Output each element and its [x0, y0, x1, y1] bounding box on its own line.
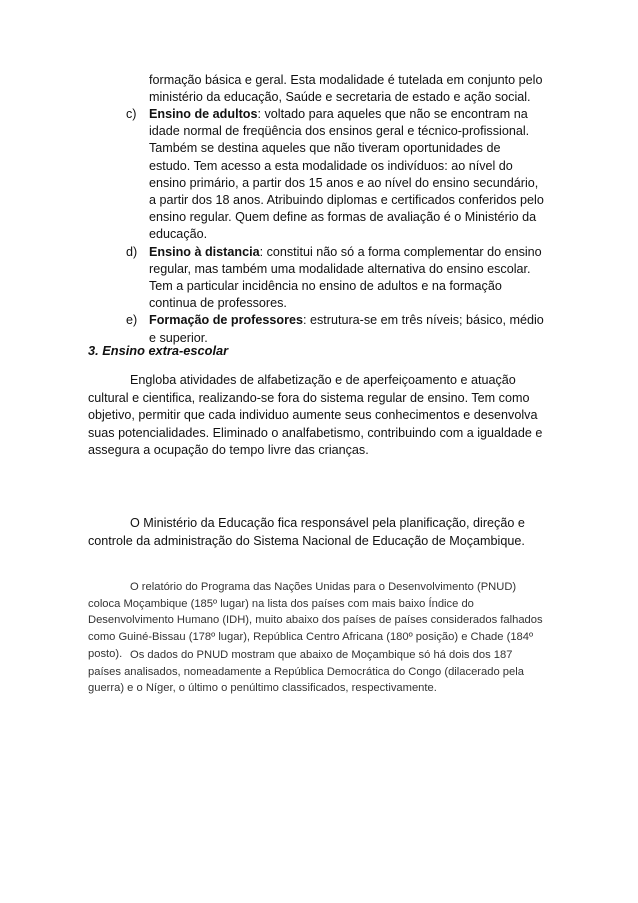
list-item-marker: d): [126, 244, 138, 259]
list-item-text: [149, 244, 544, 313]
pnud-data-paragraph: Os dados do PNUD mostram que abaixo de Moçambique só há dois dos 187 países analisados, nomeadamente a República Democrática do Congo (dilacerado pela guerra) e o Níger, o último o penúltimo classificados, respectivamente.: [88, 649, 524, 695]
pnud-report-paragraph: O relatório do Programa das Nações Unidas para o Desenvolvimento (PNUD) coloca Moçambique (185º lugar) na lista dos países com mais baixo Índice do Desenvolvimento Humano (IDH), muito abaixo dos países de países considerados falhados como Guiné-Bissau (178º lugar), República Centro Africana (180º posição) e Chade (184º posto).: [88, 581, 543, 660]
list-item-marker: c): [126, 107, 137, 121]
list-item-text: [149, 312, 544, 346]
education-subsystem-list: [126, 106, 544, 347]
extra-escolar-paragraph: Engloba atividades de alfabetização e de aperfeiçoamento e atuação cultural e cientifica, realizando-se fora do sistema regular de ensino. Tem como objetivo, permitir que cada individuo aumente seus conhecimentos e desenvolva suas potencialidades. Eliminado o analfabetismo, contribuindo com a igualdade e assegura a ocupação do tempo livre das crianças.: [88, 373, 543, 458]
ministry-paragraph: O Ministério da Educação fica responsável pela planificação, direção e controle da administração do Sistema Nacional de Educação de Moçambique.: [88, 516, 525, 548]
list-item-title: Ensino de adultos: [149, 107, 258, 121]
list-item: [126, 312, 544, 346]
section-heading: 3. Ensino extra-escolar: [88, 343, 229, 358]
list-item-body: : constitui não só a forma complementar do ensino regular, mas também uma modalidade alternativa do ensino escolar. Tem a particular incidência no ensino de adultos e na formação continua de professores.: [149, 244, 542, 311]
continuation-paragraph: formação básica e geral. Esta modalidade é tutelada em conjunto pelo ministério da educação, Saúde e secretaria de estado e ação social.: [149, 73, 543, 105]
list-item-title: Formação de professores: [149, 313, 303, 328]
list-item-marker: e): [126, 313, 138, 328]
list-item-text: [149, 106, 544, 244]
list-item-body: : voltado para aqueles que não se encontram na idade normal de freqüência dos ensinos geral e técnico-profissional. Também se destina aqueles que não tiveram oportunidades de estudo. Tem acesso a esta modalidade os indivíduos: ao nível do ensino primário, a partir dos 15 anos e ao nível do ensino secundário, a partir dos 18 anos. Atribuindo diplomas e certificados conferidos pelo ensino regular. Quem define as formas de avaliação é o Ministério da educação.: [149, 107, 544, 242]
list-item-body: : estrutura-se em três níveis; básico, médio e superior.: [149, 313, 544, 345]
list-item-title: Ensino à distancia: [149, 244, 260, 259]
list-item: [126, 106, 544, 244]
list-item: [126, 244, 544, 313]
